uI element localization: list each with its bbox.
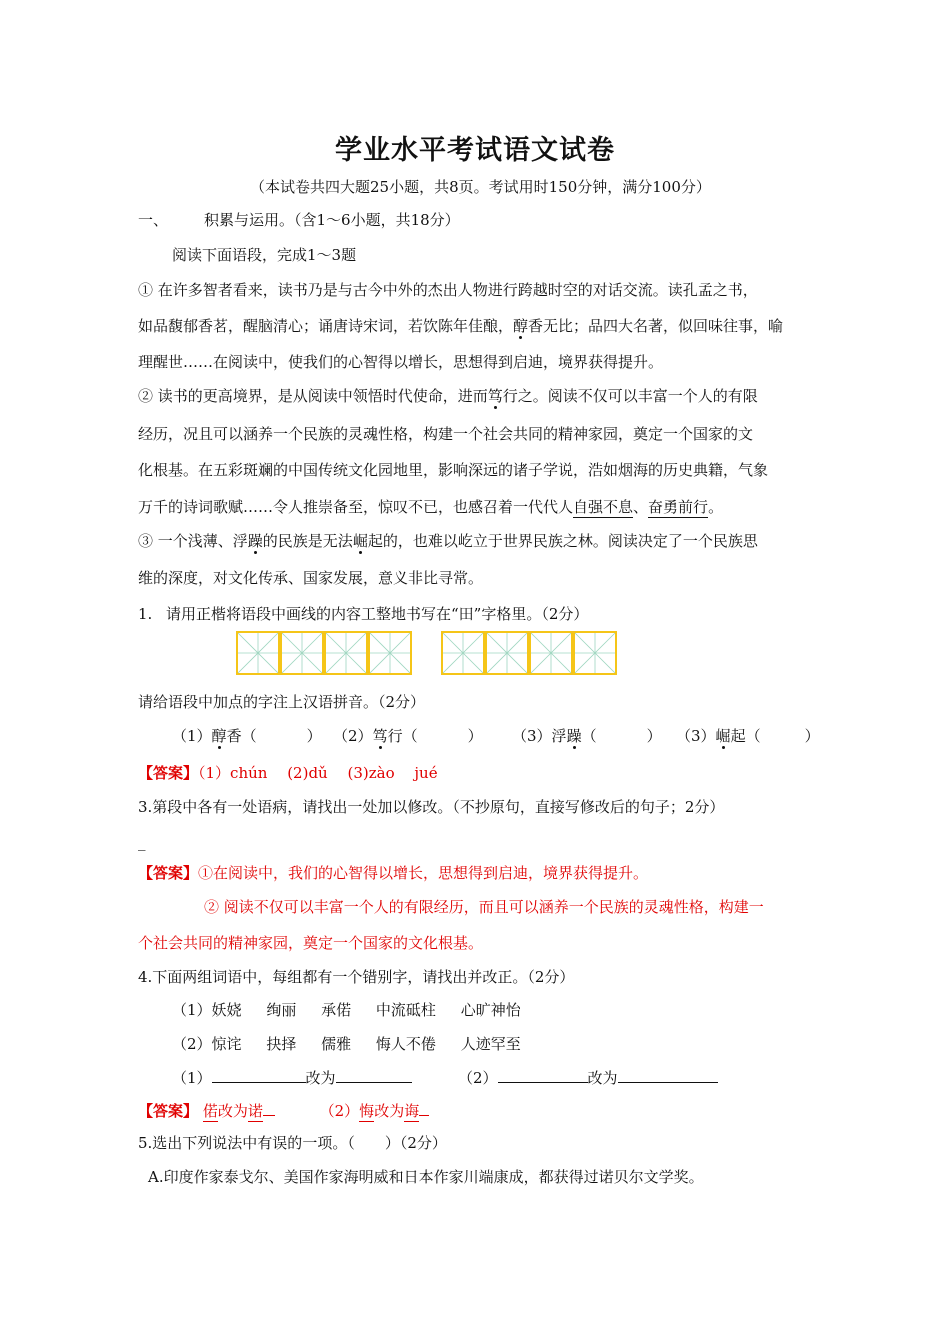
answer-line — [138, 1101, 429, 1121]
word: 绚丽 — [266, 1001, 297, 1019]
word: 抉择 — [266, 1035, 297, 1053]
fill-blank[interactable] — [212, 1068, 306, 1083]
dotted-char: 笃 — [487, 387, 503, 405]
question-text: 4.下面两组词语中，每组都有一个错别字，请找出并改正。（2分） — [138, 968, 575, 986]
answer-line: ② 阅读不仅可以丰富一个人的有限经历，而且可以涵养一个民族的灵魂性格，构建一 — [204, 898, 764, 916]
underlined-phrase: 奋勇前行 — [648, 498, 709, 516]
stray-mark: _ — [138, 833, 146, 851]
item-text: ） — [646, 727, 662, 745]
dotted-char: 崛 — [715, 727, 731, 745]
word: （2）惊诧 — [172, 1035, 242, 1053]
word: （1）妖娆 — [172, 1001, 242, 1019]
word: 承偌 — [321, 1001, 352, 1019]
tian-grid-cell[interactable] — [529, 631, 573, 675]
correction-fill-1 — [172, 1068, 412, 1088]
passage-line — [138, 497, 723, 517]
word: 人迹罕至 — [460, 1035, 521, 1053]
writing-grid-group-1 — [236, 631, 412, 675]
text-span: ② 读书的更高境界，是从阅读中领悟时代使命，进而 — [138, 387, 488, 405]
exam-instructions: （本试卷共四大题25小题，共8页。考试用时150分钟，满分100分） — [250, 178, 711, 196]
tian-grid-cell[interactable] — [485, 631, 529, 675]
fill-label: 改为 — [305, 1069, 336, 1087]
item-number: （3） — [676, 727, 716, 745]
word-group — [172, 1000, 521, 1020]
answer-word: 诺 — [247, 1102, 263, 1120]
passage-line: 维的深度，对文化传承、国家发展，意义非比寻常。 — [138, 569, 484, 587]
answer-word: 偌 — [202, 1102, 218, 1120]
question-text: 请用正楷将语段中画线的内容工整地书写在“田”字格里。（2分） — [166, 605, 589, 623]
item-text: （ — [581, 727, 597, 745]
text-span: 万千的诗词歌赋……令人推崇备至，惊叹不已，也感召着一代代人 — [138, 498, 574, 516]
item-number: （2） — [333, 727, 373, 745]
correction-fill-2 — [458, 1068, 718, 1088]
fill-number: （2） — [458, 1069, 498, 1087]
answer-text: ①在阅读中，我们的心智得以增长，思想得到启迪，境界获得提升。 — [198, 864, 649, 882]
answer-tag: 【答案】 — [138, 1102, 199, 1120]
answer-line — [138, 863, 648, 883]
passage-line — [138, 531, 758, 551]
fill-blank[interactable] — [498, 1068, 588, 1083]
passage-line — [138, 316, 783, 336]
dotted-char: 躁 — [247, 532, 263, 550]
answer-text: （1）chún (2)dǔ (3)zào jué — [198, 764, 438, 782]
dotted-char: 醇 — [513, 317, 529, 335]
text-span: 如品馥郁香茗，醒脑清心；诵唐诗宋词，若饮陈年佳酿， — [138, 317, 514, 335]
tian-grid-cell[interactable] — [573, 631, 617, 675]
item-number: （3） — [512, 727, 552, 745]
word: 中流砥柱 — [375, 1001, 436, 1019]
passage-line — [138, 386, 758, 406]
item-text: ） — [804, 727, 820, 745]
item-number: （1） — [172, 727, 212, 745]
answer-number: （2） — [319, 1102, 360, 1120]
passage-line: 化根基。在五彩斑斓的中国传统文化园地里，影响深远的诸子学说，浩如烟海的历史典籍，气象 — [138, 461, 769, 479]
dotted-char: 躁 — [566, 727, 582, 745]
passage-line: 理醒世……在阅读中，使我们的心智得以增长，思想得到启迪，境界获得提升。 — [138, 353, 664, 371]
tian-grid-cell[interactable] — [280, 631, 324, 675]
text-span: ③ 一个浅薄、浮 — [138, 532, 248, 550]
tian-grid-cell[interactable] — [441, 631, 485, 675]
answer-line: 个社会共同的精神家园，奠定一个国家的文化根基。 — [138, 934, 484, 952]
item-text: 浮 — [551, 727, 567, 745]
pinyin-item — [172, 726, 322, 746]
word: 心旷神怡 — [460, 1001, 521, 1019]
reading-intro: 阅读下面语段，完成1～3题 — [172, 246, 357, 264]
fill-number: （1） — [172, 1069, 212, 1087]
tian-grid-cell[interactable] — [368, 631, 412, 675]
pinyin-item — [676, 726, 820, 746]
dotted-char: 醇 — [211, 727, 227, 745]
tian-grid-cell[interactable] — [324, 631, 368, 675]
text-span: 、 — [633, 498, 649, 516]
word-group — [172, 1034, 521, 1054]
underlined-phrase: 自强不息 — [573, 498, 634, 516]
section-number: 一、 — [138, 211, 169, 229]
section-heading: 积累与运用。（含1～6小题，共18分） — [204, 211, 460, 229]
word: 悔人不倦 — [375, 1035, 436, 1053]
writing-grid-group-2 — [441, 631, 617, 675]
answer-text: 改为 — [217, 1102, 248, 1120]
item-text: ） — [467, 727, 483, 745]
pinyin-item — [512, 726, 662, 746]
fill-blank[interactable] — [336, 1068, 412, 1083]
question-text: 请给语段中加点的字注上汉语拼音。（2分） — [138, 693, 426, 711]
answer-tag: 【答案】 — [138, 764, 199, 782]
option-a: A.印度作家泰戈尔、美国作家海明威和日本作家川端康成，都获得过诺贝尔文学奖。 — [148, 1168, 704, 1186]
text-span: 起的，也难以屹立于世界民族之林。阅读决定了一个民族思 — [367, 532, 758, 550]
word: 儒雅 — [321, 1035, 352, 1053]
question-text: 5.选出下列说法中有误的一项。（ ）（2分） — [138, 1134, 447, 1152]
question-number: 1. — [138, 605, 153, 623]
fill-label: 改为 — [587, 1069, 618, 1087]
tian-grid-cell[interactable] — [236, 631, 280, 675]
question-text: 3.第段中各有一处语病，请找出一处加以修改。（不抄原句，直接写修改后的句子；2分） — [138, 798, 725, 816]
item-text: 行（ — [387, 727, 418, 745]
answer-word: 诲 — [404, 1102, 420, 1120]
item-text: ） — [306, 727, 322, 745]
pinyin-item — [333, 726, 483, 746]
passage-line: 经历，况且可以涵养一个民族的灵魂性格，构建一个社会共同的精神家园，奠定一个国家的文 — [138, 425, 754, 443]
text-span: 行之。阅读不仅可以丰富一个人的有限 — [502, 387, 758, 405]
answer-tag: 【答案】 — [138, 864, 199, 882]
text-span: 香无比；品四大名著，似回味往事，喻 — [528, 317, 784, 335]
dotted-char: 崛 — [352, 532, 368, 550]
answer-text: 改为 — [374, 1102, 405, 1120]
item-text: 香（ — [226, 727, 257, 745]
answer-line — [138, 763, 438, 783]
dotted-char: 笃 — [372, 727, 388, 745]
text-span: 的民族是无法 — [262, 532, 353, 550]
page-title: 学业水平考试语文试卷 — [335, 135, 615, 166]
fill-blank[interactable] — [618, 1068, 718, 1083]
item-text: 起（ — [730, 727, 761, 745]
passage-line: ① 在许多智者看来，读书乃是与古今中外的杰出人物进行跨越时空的对话交流。读孔孟之书， — [138, 281, 758, 299]
text-span: 。 — [708, 498, 724, 516]
answer-word: 悔 — [359, 1102, 375, 1120]
